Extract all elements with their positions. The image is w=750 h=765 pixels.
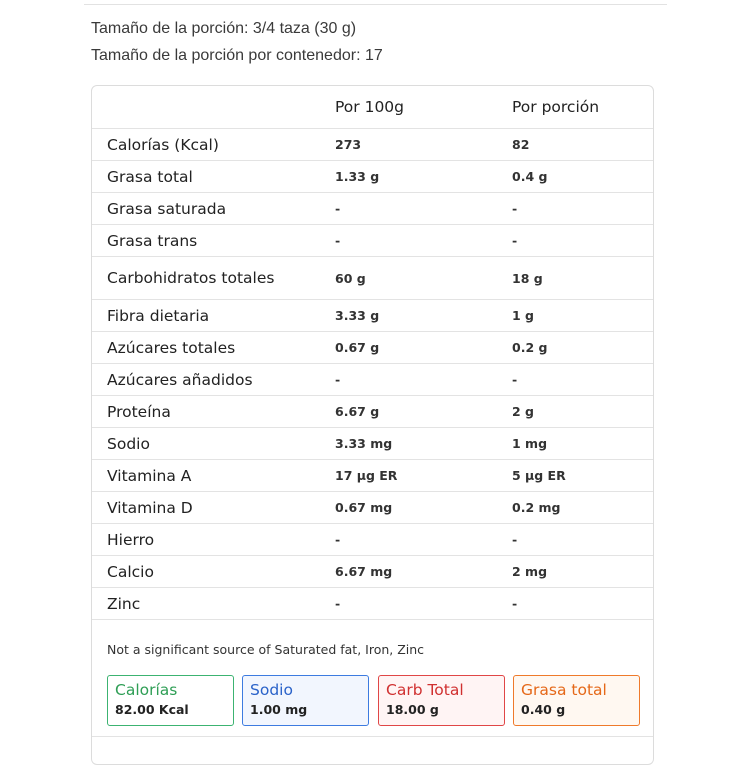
table-row <box>92 396 653 428</box>
table-row <box>92 588 653 620</box>
value-per-100g: 6.67 g <box>335 396 512 428</box>
table-row <box>92 193 653 225</box>
value-per-100g: 6.67 mg <box>335 556 512 588</box>
value-per-100g: 0.67 mg <box>335 492 512 524</box>
nutrient-name: Grasa total <box>92 161 335 193</box>
value-per-serving: 0.2 g <box>512 332 653 364</box>
value-per-serving: 5 µg ER <box>512 460 653 492</box>
value-per-serving: - <box>512 193 653 225</box>
value-per-serving: 1 mg <box>512 428 653 460</box>
value-per-serving: 82 <box>512 129 653 161</box>
summary-value: 0.40 g <box>521 702 566 717</box>
nutrient-name: Grasa trans <box>92 225 335 257</box>
table-row <box>92 556 653 588</box>
nutrient-name: Vitamina D <box>92 492 335 524</box>
summary-value: 1.00 mg <box>250 702 308 717</box>
value-per-100g: - <box>335 193 512 225</box>
value-per-100g: 3.33 mg <box>335 428 512 460</box>
nutrient-name: Calorías (Kcal) <box>92 129 335 161</box>
value-per-serving: 18 g <box>512 257 653 300</box>
value-per-100g: 273 <box>335 129 512 161</box>
servings-per-container: Tamaño de la porción por contenedor: 17 <box>91 47 383 64</box>
summary-sodium <box>242 675 369 726</box>
serving-size: Tamaño de la porción: 3/4 taza (30 g) <box>91 20 357 37</box>
header-nutrient <box>92 86 335 129</box>
value-per-100g: 17 µg ER <box>335 460 512 492</box>
summary-label: Grasa total <box>521 681 607 699</box>
value-per-100g: 60 g <box>335 257 512 300</box>
table-row <box>92 129 653 161</box>
summary-label: Calorías <box>115 681 178 699</box>
summary-value: 18.00 g <box>386 702 439 717</box>
nutrition-table <box>92 86 653 620</box>
summary-fat <box>513 675 640 726</box>
table-row <box>92 364 653 396</box>
nutrient-name: Proteína <box>92 396 335 428</box>
summary-label: Carb Total <box>386 681 464 699</box>
table-row <box>92 524 653 556</box>
nutrition-card <box>91 85 654 765</box>
nutrient-name: Azúcares totales <box>92 332 335 364</box>
table-row <box>92 300 653 332</box>
header-per-serving: Por porción <box>512 86 653 129</box>
summary-carbs <box>378 675 505 726</box>
table-row <box>92 225 653 257</box>
summary-value: 82.00 Kcal <box>115 702 189 717</box>
value-per-100g: 3.33 g <box>335 300 512 332</box>
table-row <box>92 428 653 460</box>
value-per-100g: 1.33 g <box>335 161 512 193</box>
value-per-serving: 2 g <box>512 396 653 428</box>
summary-calories <box>107 675 234 726</box>
value-per-100g: - <box>335 364 512 396</box>
bottom-divider <box>92 736 653 737</box>
nutrient-name: Fibra dietaria <box>92 300 335 332</box>
value-per-100g: - <box>335 524 512 556</box>
nutrient-name: Carbohidratos totales <box>92 257 335 300</box>
value-per-serving: - <box>512 588 653 620</box>
value-per-serving: - <box>512 364 653 396</box>
value-per-100g: - <box>335 588 512 620</box>
table-row <box>92 492 653 524</box>
value-per-serving: - <box>512 524 653 556</box>
top-divider <box>84 4 667 5</box>
table-row <box>92 161 653 193</box>
footnote: Not a significant source of Saturated fat, Iron, Zinc <box>107 642 425 657</box>
value-per-serving: 2 mg <box>512 556 653 588</box>
table-row <box>92 257 653 300</box>
header-per-100g: Por 100g <box>335 86 512 129</box>
value-per-100g: - <box>335 225 512 257</box>
value-per-serving: 1 g <box>512 300 653 332</box>
summary-label: Sodio <box>250 681 293 699</box>
table-row <box>92 460 653 492</box>
table-header-row <box>92 86 653 129</box>
nutrient-name: Grasa saturada <box>92 193 335 225</box>
value-per-100g: 0.67 g <box>335 332 512 364</box>
nutrient-name: Sodio <box>92 428 335 460</box>
value-per-serving: - <box>512 225 653 257</box>
nutrient-name: Azúcares añadidos <box>92 364 335 396</box>
table-row <box>92 332 653 364</box>
nutrient-name: Calcio <box>92 556 335 588</box>
value-per-serving: 0.4 g <box>512 161 653 193</box>
nutrient-name: Zinc <box>92 588 335 620</box>
nutrient-name: Vitamina A <box>92 460 335 492</box>
value-per-serving: 0.2 mg <box>512 492 653 524</box>
nutrient-name: Hierro <box>92 524 335 556</box>
